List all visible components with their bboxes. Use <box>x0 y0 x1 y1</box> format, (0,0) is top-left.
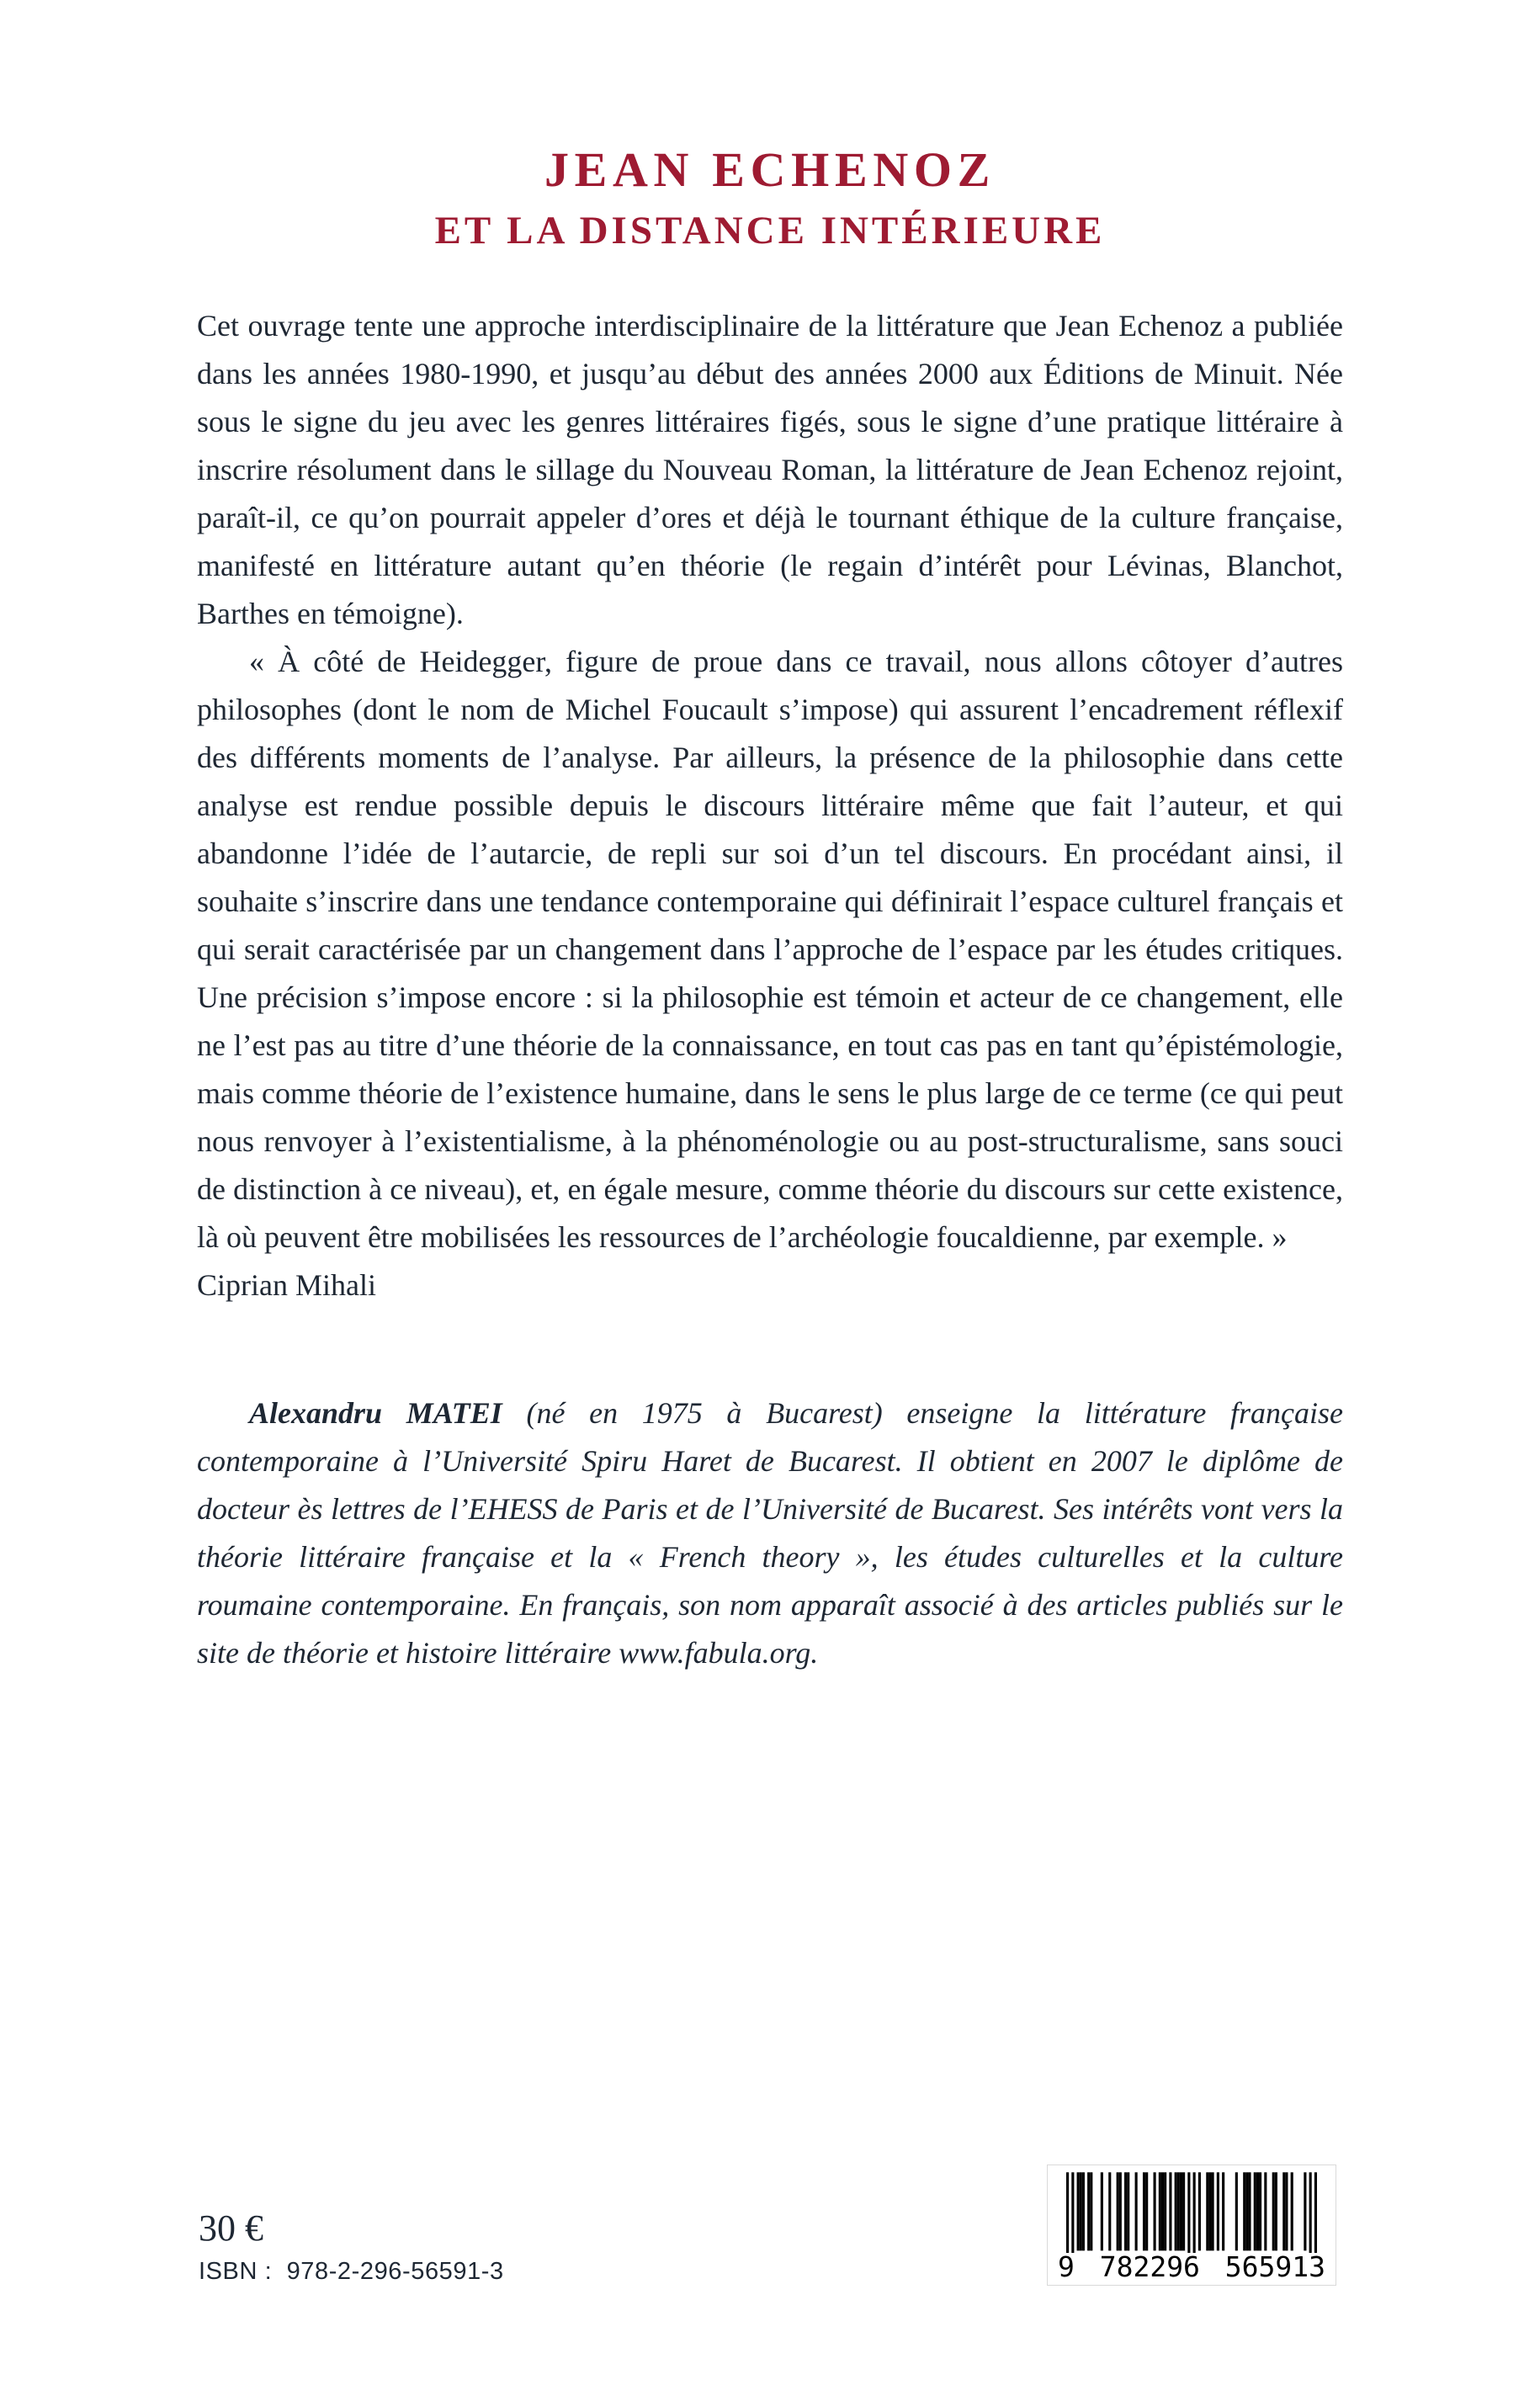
blurb-paragraph-2-quote: « À côté de Heidegger, figure de proue dans ce travail, nous allons côtoyer d’autres philosophes (dont le nom de Michel Foucault s’impose) qui assurent l’encadrement réflexif des différents moments de l’analyse. Par ailleurs, la présence de la philosophie dans cette analyse est rendue possible depuis le discours littéraire même que fait l’auteur, et qui abandonne l’idée de l’autarcie, de repli sur soi d’un tel discours. En procédant ainsi, il souhaite s’inscrire dans une tendance contemporaine qui définirait l’espace culturel français et qui serait caractérisée par un changement dans l’approche de l’espace par les études critiques. Une précision s’impose encore : si la philosophie est témoin et acteur de ce changement, elle ne l’est pas au titre d’une théorie de la connaissance, en tout cas pas en tant qu’épistémologie, mais comme théorie de l’existence humaine, dans le sens le plus large de ce terme (ce qui peut nous renvoyer à l’existentialisme, à la phénoménologie ou au post-structuralisme, sans souci de distinction à ce niveau), et, en égale mesure, comme théorie du discours sur cette existence, là où peuvent être mobilisées les ressources de l’archéologie foucaldienne, par exemple. » <box>197 645 1343 1254</box>
barcode-digit-lead: 9 <box>1054 2253 1078 2281</box>
barcode-digits <box>1053 2250 1330 2283</box>
price-isbn-block <box>199 2207 504 2286</box>
quote-attribution: Ciprian Mihali <box>197 1268 376 1302</box>
author-bio-paragraph <box>197 1389 1343 1677</box>
blurb <box>197 302 1343 1309</box>
title-block <box>0 0 1540 253</box>
isbn <box>199 2258 504 2286</box>
barcode <box>1047 2165 1336 2286</box>
author-bio <box>197 1389 1343 1677</box>
book-subtitle: ET LA DISTANCE INTÉRIEURE <box>434 209 1106 252</box>
book-title: JEAN ECHENOZ <box>544 142 996 197</box>
isbn-label: ISBN : <box>199 2258 273 2285</box>
barcode-digit-group-1: 782296 <box>1097 2253 1203 2281</box>
barcode-digit-group-2: 565913 <box>1222 2253 1329 2281</box>
author-name: Alexandru MATEI <box>249 1396 502 1430</box>
blurb-paragraph-1: Cet ouvrage tente une approche interdisciplinaire de la littérature que Jean Echenoz a publiée dans les années 1980-1990, et jusqu’au début des années 2000 aux Éditions de Minuit. Née sous le signe du jeu avec les genres littéraires figés, sous le signe d’une pratique littéraire à inscrire résolument dans le sillage du Nouveau Roman, la littérature de Jean Echenoz rejoint, paraît-il, ce qu’on pourrait appeler d’ores et déjà le tournant éthique de la culture française, manifesté en littérature autant qu’en théorie (le regain d’intérêt pour Lévinas, Blanchot, Barthes en témoigne). <box>197 309 1343 630</box>
isbn-value: 978-2-296-56591-3 <box>286 2258 504 2285</box>
author-bio-text: (né en 1975 à Bucarest) enseigne la littérature française contemporaine à l’Université Spiru Haret de Bucarest. Il obtient en 2007 le diplôme de docteur ès lettres de l’EHESS de Paris et de l’Université de Bucarest. Ses intérêts vont vers la théorie littéraire française et la « French theory », les études culturelles et la culture roumaine contemporaine. En français, son nom apparaît associé à des articles publiés sur le site de théorie et histoire littéraire www.fabula.org. <box>197 1396 1344 1670</box>
price: 30 € <box>199 2207 263 2249</box>
